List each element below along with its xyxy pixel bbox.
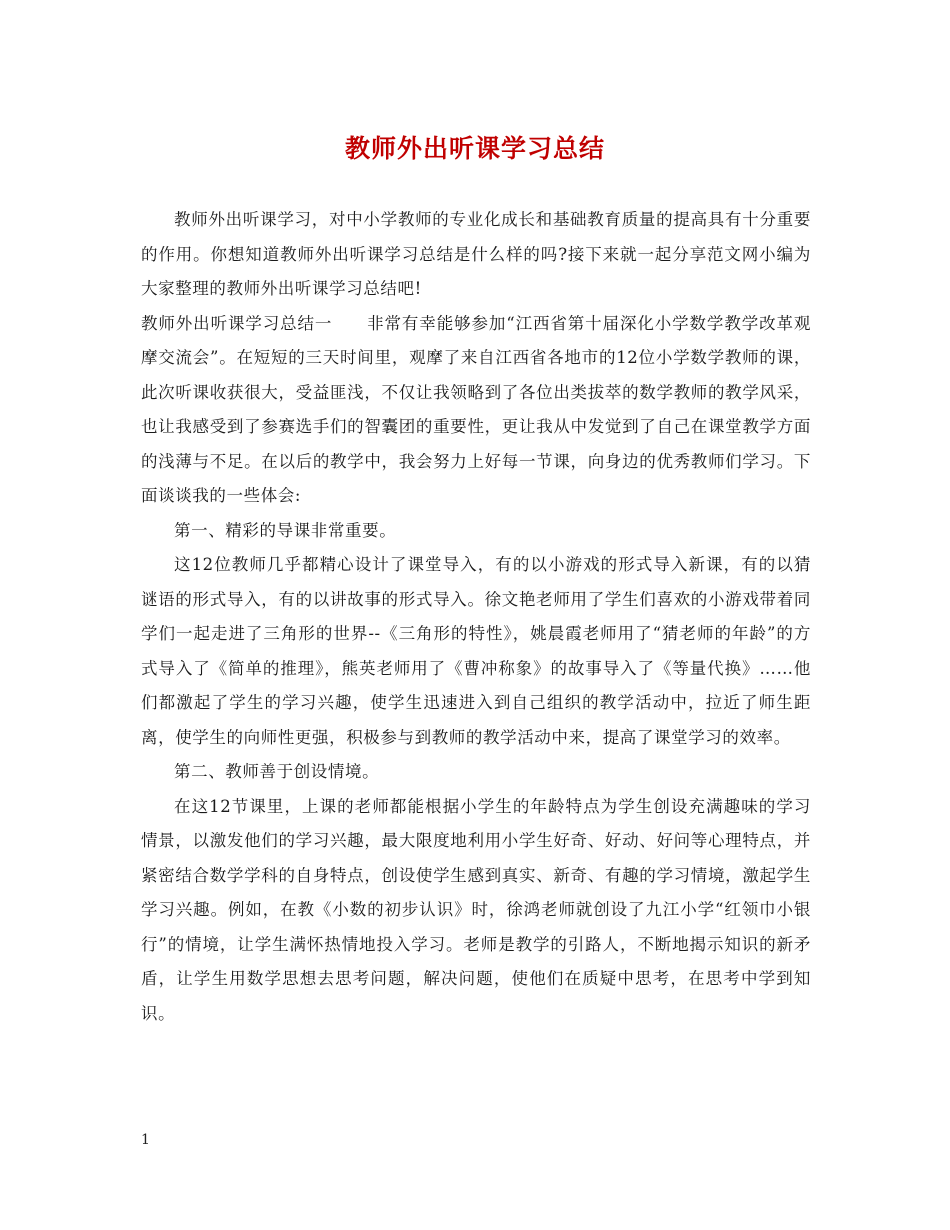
document-title: 教师外出听课学习总结 [344,134,605,163]
paragraph-summary-one: 教师外出听课学习总结一 非常有幸能够参加“江西省第十届深化小学数学教学改革观摩交流会”。在短短的三天时间里，观摩了来自江西省各地市的12位小学数学教师的课，此次听课收获很大，受益匪浅，不仅让我领略到了各位出类拔萃的数学教师的教学风采，也让我感受到了参赛选手们的智囊团的重要性，更让我从中发觉到了自己在课堂教学方面的浅薄与不足。在以后的教学中，我会努力上好每一节课，向身边的优秀教师们学习。下面谈谈我的一些体会: [141,313,811,505]
document-body [141,203,811,1031]
paragraph-situation: 在这12节课里，上课的老师都能根据小学生的年龄特点为学生创设充满趣味的学习情景，以激发他们的学习兴趣，最大限度地利用小学生好奇、好动、好问等心理特点，并紧密结合数学学科的自身特点，创设使学生感到真实、新奇、有趣的学习情境，激起学生学习兴趣。例如，在教《小数的初步认识》时，徐鸿老师就创设了九江小学“红领巾小银行”的情境，让学生满怀热情地投入学习。老师是教学的引路人，不断地揭示知识的新矛盾，让学生用数学思想去思考问题，解决问题，使他们在质疑中思考，在思考中学到知识。 [141,796,811,1023]
section-heading-second: 第二、教师善于创设情境。 [174,762,380,781]
paragraph-lead-in: 这12位教师几乎都精心设计了课堂导入，有的以小游戏的形式导入新课，有的以猜谜语的形式导入，有的以讲故事的形式导入。徐文艳老师用了学生们喜欢的小游戏带着同学们一起走进了三角形的世界--《三角形的特性》，姚晨霞老师用了“猜老师的年龄”的方式导入了《简单的推理》，熊英老师用了《曹冲称象》的故事导入了《等量代换》……他们都激起了学生的学习兴趣，使学生迅速进入到自己组织的教学活动中，拉近了师生距离，使学生的向师性更强，积极参与到教师的教学活动中来，提高了课堂学习的效率。 [141,555,811,747]
section-heading-first: 第一、精彩的导课非常重要。 [174,520,397,540]
page-number: 1 [141,1132,150,1148]
paragraph-intro: 教师外出听课学习，对中小学教师的专业化成长和基础教育质量的提高具有十分重要的作用。你想知道教师外出听课学习总结是什么样的吗?接下来就一起分享范文网小编为大家整理的教师外出听课学习总结吧! [141,210,811,298]
